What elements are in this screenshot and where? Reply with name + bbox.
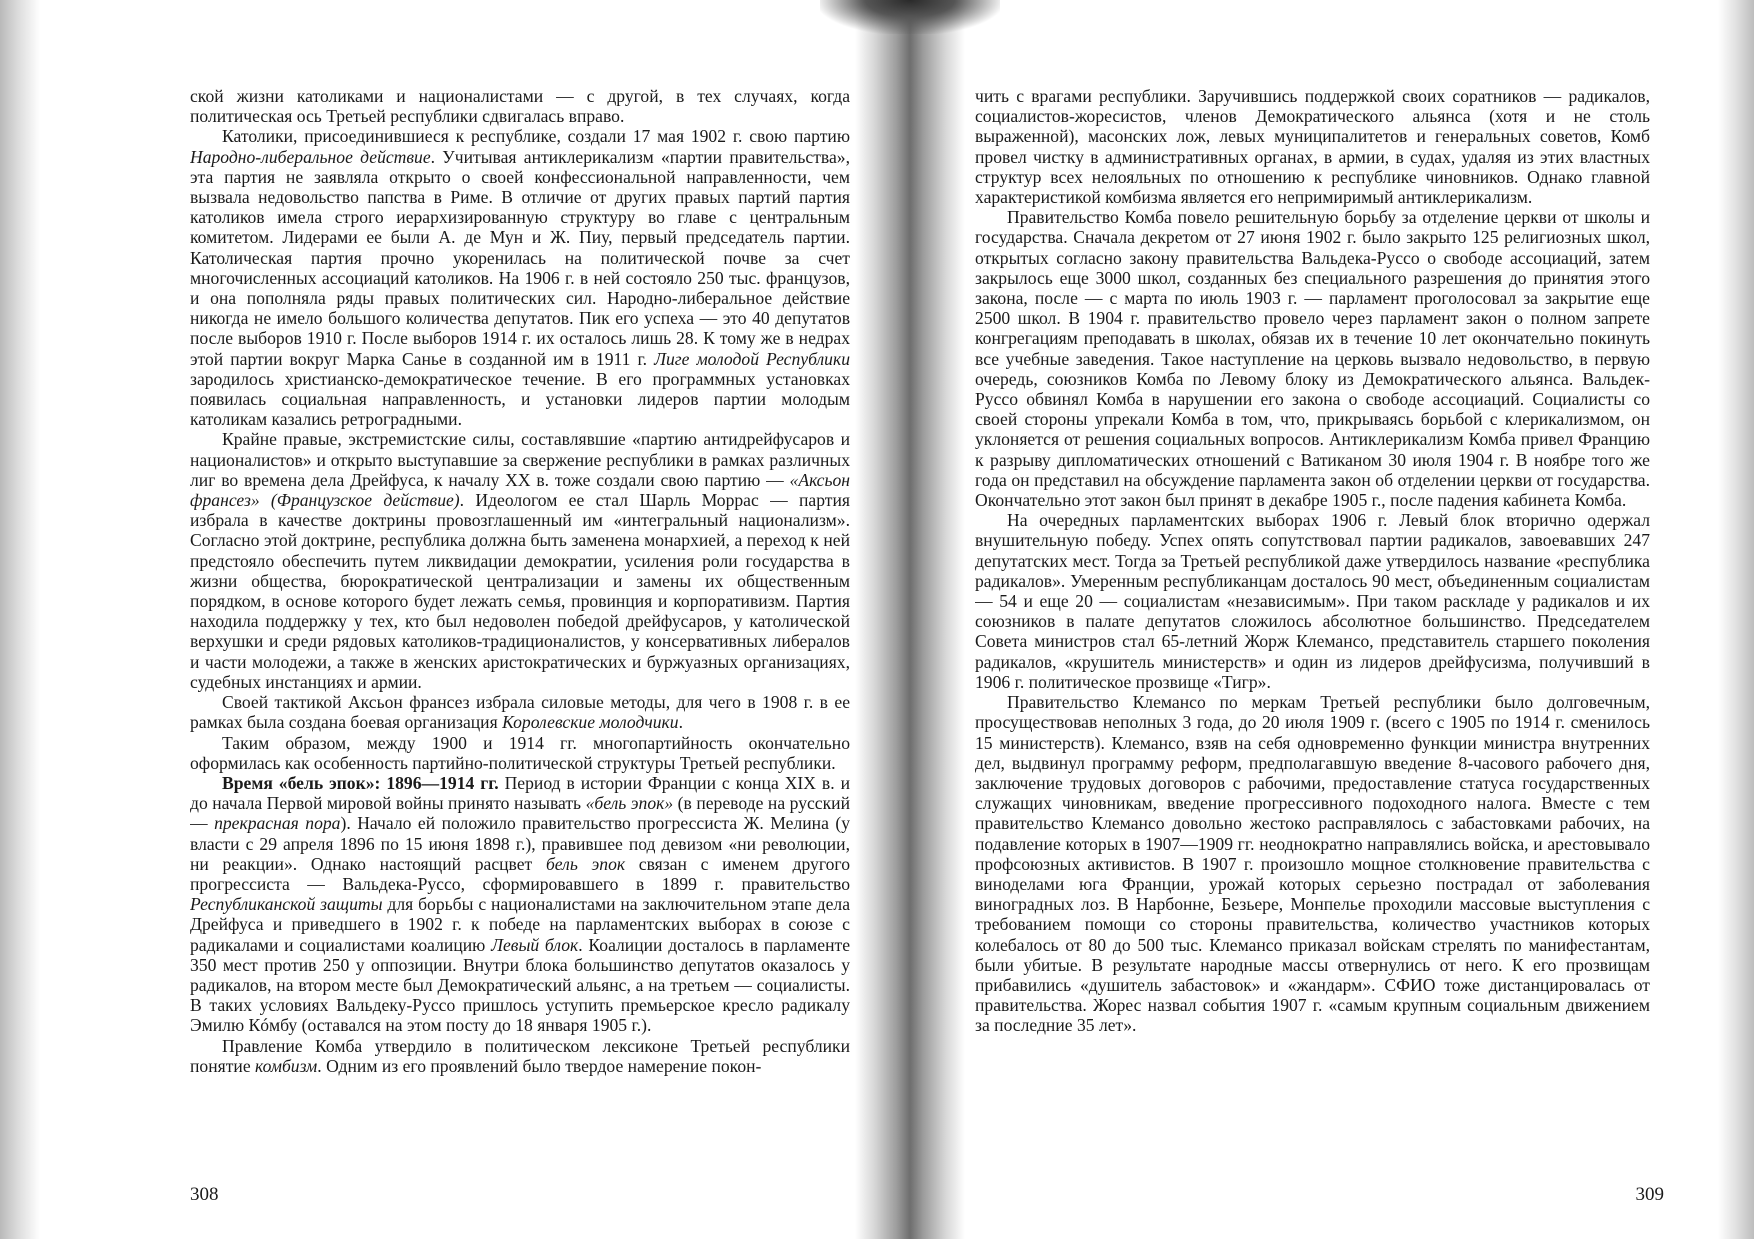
- italic-term: Народно-либеральное действие: [190, 146, 431, 167]
- paragraph-text: Правительство Клемансо по меркам Третьей республики было долговечным, просуществовав неполных 3 года, до 20 июля 1909 г. (всего с 1905 по 1914 г. сменилось 15 министерств). Клемансо, взяв на себя одновременно функции министра внутренних дел, выдвинул программу реформ, предполагавшую введение 8-часового рабочего дня, заключение трудовых договоров с рабочими, предоставление статуса государственных служащих чиновникам, введение прогрессивного подоходного налога. Вместе с тем правительство Клемансо довольно жестоко расправлялось с забастовками рабочих, на подавление которых в 1907—1909 гг. неоднократно направлялись войска, и арестовывало профсоюзных активистов. В 1907 г. произошло мощное столкновение правительства с виноделами юга Франции, урожай которых серьезно пострадал от заболевания виноградных лоз. В Нарбонне, Безьере, Монпелье проходили массовые выступления с требованием помощи со стороны правительства, количество участников которых колебалось от 80 до 500 тыс. Клемансо приказал войскам стрелять по манифестантам, были убитые. В результате народные массы отвернулись от него. К его прозвищам прибавились «душитель забастовок» и «жандарм». СФИО тоже дистанцировалась от правительства. Жорес назвал события 1907 г. «самым крупным социальным движением за последние 35 лет».: [975, 692, 1650, 1036]
- paragraph: [975, 86, 1650, 207]
- paragraph-text: .: [678, 712, 683, 733]
- paragraph-text: Своей тактикой Аксьон франсез избрала силовые методы, для чего в 1908 г. в ее рамках была создана боевая организация: [190, 692, 850, 733]
- paragraph: [975, 207, 1650, 510]
- paragraph-text: . Идеологом ее стал Шарль Моррас — партия избрала в качестве доктрины провозглашенный им «интегральный национализм». Согласно этой доктрине, республика должна быть заменена монархией, а переход к ней предстояло обеспечить путем ликвидации демократии, усиления роли государства в жизни общества, бюрократической централизации и замены их общественным порядком, в основе которого будет лежать семья, провинция и корпоративизм. Партия находила поддержку у тех, кто был недоволен победой дрейфусаров, у католической верхушки и среди рядовых католиков-традиционалистов, у консервативных либералов и части молодежи, а также в женских аристократических и буржуазных организациях, судебных инстанциях и армии.: [190, 490, 850, 692]
- paragraph: [190, 1036, 850, 1076]
- paragraph: [190, 692, 850, 732]
- paragraph-text: . Одним из его проявлений было твердое намерение покон-: [317, 1055, 762, 1076]
- paragraph-text: зародилось христианско-демократическое течение. В его программных установках появилась социальная направленность, и установки лидеров партии молодым католикам казались ретроградными.: [190, 368, 850, 430]
- left-page-text: [190, 86, 850, 1146]
- paragraph-text: связан с именем другого прогрессиста — Вальдека-Руссо, сформировавшего в 1899 г. правительство: [190, 853, 850, 894]
- paragraph-text: Таким образом, между 1900 и 1914 гг. многопартийность окончательно оформилась как особенность партийно-политической структуры Третьей республики.: [190, 732, 850, 773]
- italic-term: «Аксьон франсез» (Французское действие): [190, 469, 850, 511]
- paragraph-text: Католики, присоединившиеся к республике, создали 17 мая 1902 г. свою партию: [222, 126, 850, 147]
- bold-heading: Время «бель эпок»: 1896—1914 гг.: [222, 772, 499, 793]
- italic-term: «бель эпок»: [585, 793, 674, 814]
- paragraph-text: Период в истории Франции с конца XIX в. и до начала Первой мировой войны принято называть: [190, 772, 850, 814]
- italic-term: Лиге молодой Республики: [654, 348, 850, 369]
- left-page-number: 308: [190, 1184, 219, 1205]
- paragraph-text: Крайне правые, экстремистские силы, составлявшие «партию антидрейфусаров и националистов» и открыто выступавшие за свержение республики в рамках различных лиг во времена дела Дрейфуса, к началу XX в. тоже создали свою партию —: [190, 429, 850, 490]
- paragraph: [190, 86, 850, 126]
- paragraph: [975, 510, 1650, 692]
- italic-term: Королевские молодчики: [502, 712, 679, 733]
- paragraph: [190, 733, 850, 773]
- paragraph-text: Правительство Комба повело решительную борьбу за отделение церкви от школы и государства. Сначала декретом от 27 июня 1902 г. было закрыто 125 религиозных школ, открытых согласно закону правительства Вальдека-Руссо о свободе ассоциаций, затем закрылось еще 3000 школ, созданных без специального разрешения до принятия этого закона, после — с марта по июль 1903 г. — парламент проголосовал за закрытие еще 2500 школ. В 1904 г. правительство провело через парламент закон о полном запрете конгрегациям преподавать в школах, обязав их в течение 10 лет окончательно покинуть все учебные заведения. Такое наступление на церковь вызвало недовольство, в первую очередь, союзников Комба по Левому блоку из Демократического альянса. Вальдек-Руссо обвинял Комба в нарушении его закона о свободе ассоциаций. Социалисты со своей стороны упрекали Комба в том, что, прикрываясь борьбой с клерикализмом, он уклоняется от решения социальных вопросов. Антиклерикализм Комба привел Францию к разрыву дипломатических отношений с Ватиканом 30 июля 1904 г. В ноябре того же года он представил на обсуждение парламента закон об отделении церкви от государства. Окончательно этот закон был принят в декабре 1905 г., после падения кабинета Комба.: [975, 207, 1650, 511]
- paragraph-text: для борьбы с националистами на заключительном этапе дела Дрейфуса и приведшего в 1902 г. к победе на парламентских выборах в союзе с радикалами и социалистами коалицию: [190, 894, 850, 955]
- paragraph-text: . Коалиции досталось в парламенте 350 мест против 250 у оппозиции. Внутри блока большинство депутатов оказалось у радикалов, на втором месте был Демократический альянс, а на третьем — социалисты. В таких условиях Вальдеку-Руссо пришлось уступить премьерское кресло радикалу Эмилю Кóмбу (оставался на этом посту до 18 января 1905 г.).: [190, 934, 850, 1036]
- paragraph: [190, 429, 850, 692]
- paragraph: [975, 692, 1650, 1035]
- italic-term: бель эпок: [545, 853, 626, 874]
- paragraph-text: чить с врагами республики. Заручившись поддержкой своих соратников — радикалов, социалистов-жоресистов, членов Демократического альянса (хотя и не столь выраженной), масонских лож, левых муниципалитетов и генеральных советов, Комб провел чистку в административных органах, в армии, в судах, удаляя из этих властных структур всех нелояльных по отношению к республике чиновников. Однако главной характеристикой комбизма является его непримиримый антиклерикализм.: [975, 86, 1650, 208]
- top-spine-shadow: [820, 0, 1000, 34]
- paragraph: [190, 126, 850, 429]
- left-page-edge-shadow: [0, 0, 40, 1239]
- paragraph-text: ской жизни католиками и националистами — с другой, в тех случаях, когда политическая ось Третьей республики сдвигалась вправо.: [190, 86, 850, 127]
- paragraph-text: (в переводе на русский —: [190, 793, 850, 834]
- italic-term: прекрасная пора: [214, 813, 341, 834]
- right-page-text: [975, 86, 1650, 1146]
- paragraph-text: На очередных парламентских выборах 1906 г. Левый блок вторично одержал внушительную победу. Успех опять сопутствовал партии радикалов, завоевавших 247 депутатских мест. Тогда за Третьей республикой даже утвердилось название «республика радикалов». Умеренным республиканцам досталось 90 мест, объединенным социалистам — 54 и еще 20 — социалистам «независимым». При таком раскладе у радикалов и их союзников в палате депутатов сложилось абсолютное большинство. Председателем Совета министров стал 65-летний Жорж Клемансо, представитель старшего поколения радикалов, «крушитель министерств» и один из лидеров дрейфусизма, получивший в 1906 г. политическое прозвище «Тигр».: [975, 510, 1650, 692]
- italic-term: комбизм: [255, 1055, 318, 1076]
- italic-term: Республиканской защиты: [190, 894, 383, 915]
- paragraph-text: Правление Комба утвердило в политическом лексиконе Третьей республики понятие: [190, 1035, 850, 1076]
- paragraph: [190, 773, 850, 1036]
- book-gutter-shadow: [855, 0, 965, 1239]
- right-page-edge-shadow: [1718, 0, 1754, 1239]
- italic-term: Левый блок: [491, 934, 579, 955]
- paragraph-text: . Учитывая антиклерикализм «партии правительства», эта партия не заявляла открыто о своей конфессиональной направленности, чем вызвала недовольство папства в Риме. В отличие от других правых партий партия католиков имела строго иерархизированную структуру во главе с центральным комитетом. Лидерами ее были А. де Мун и Ж. Пиу, первый председатель партии. Католическая партия прочно укоренилась на политической почве за счет многочисленных ассоциаций католиков. На 1906 г. в ней состояло 250 тыс. французов, и она пополняла ряды правых политических сил. Народно-либеральное действие никогда не имело большого количества депутатов. Пик его успеха — это 40 депутатов после выборов 1910 г. После выборов 1914 г. их осталось лишь 28. К тому же в недрах этой партии вокруг Марка Санье в созданной им в 1911 г.: [190, 146, 850, 369]
- paragraph-text: ). Начало ей положило правительство прогрессиста Ж. Мелина (у власти с 29 апреля 1896 по 15 июня 1898 г.), правившее под девизом «ни революции, ни реакции». Однако настоящий расцвет: [190, 813, 850, 874]
- right-page-number: 309: [1635, 1184, 1664, 1205]
